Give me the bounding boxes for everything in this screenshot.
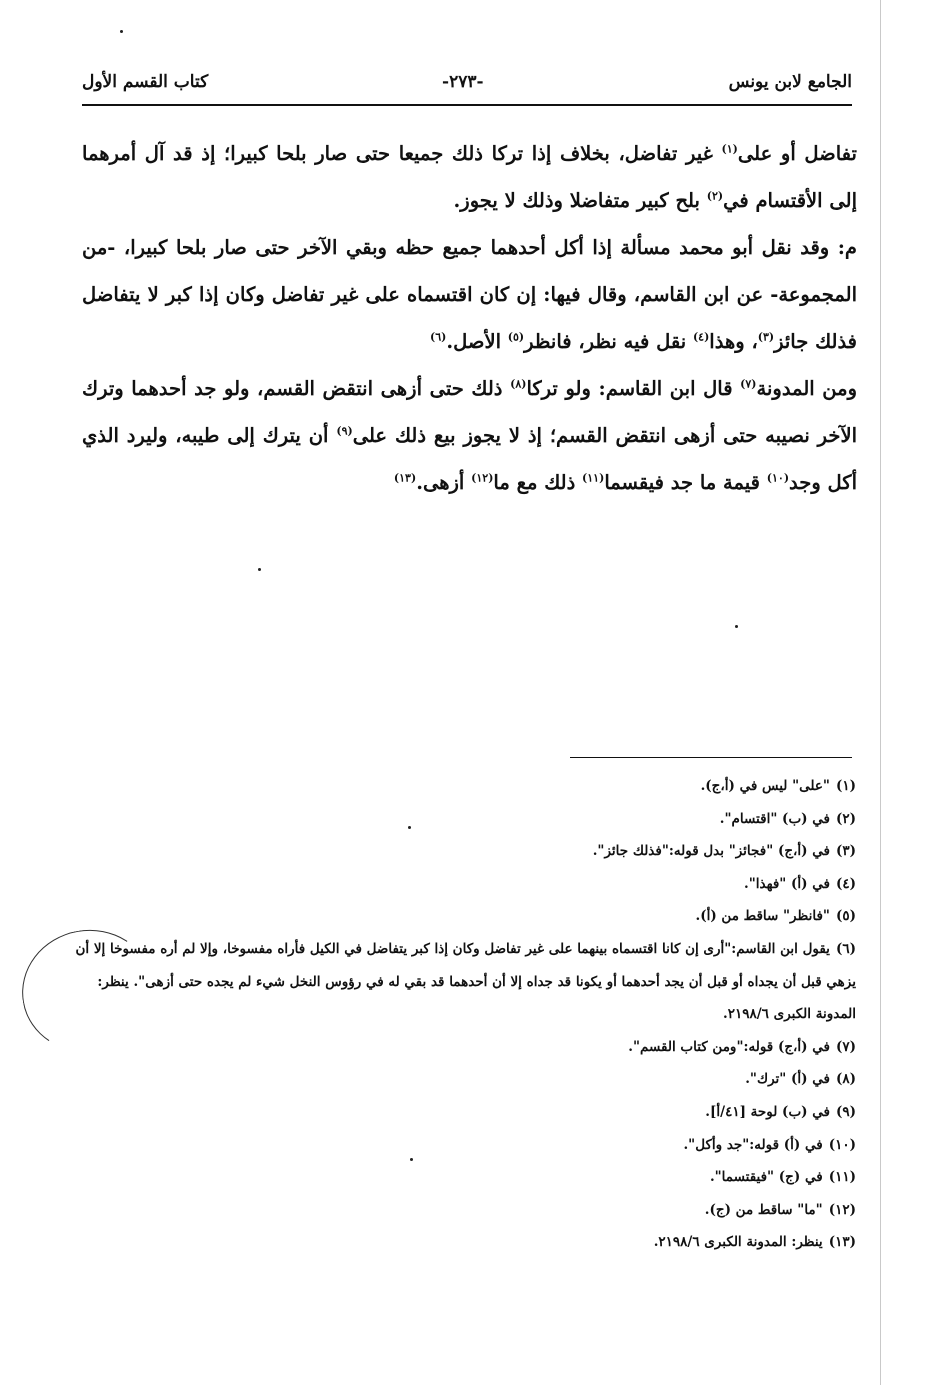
- paragraph-2: [82, 224, 857, 365]
- footnote-number: (٩): [835, 1103, 856, 1120]
- text-run: بلح كبير متفاضلا وذلك لا يجوز.: [453, 189, 707, 212]
- text-run: نقل فيه نظر، فانظر: [524, 330, 693, 353]
- footnote-item: [60, 1194, 856, 1227]
- footnote-text: في (أ،ج) قوله:"ومن كتاب القسم".: [628, 1038, 830, 1055]
- scan-speck: [408, 826, 411, 829]
- footnote-item: [60, 1129, 856, 1162]
- footnote-number: (١٠): [828, 1136, 856, 1153]
- footnote-text: في (أ،ج) "فجائز" بدل قوله:"فذلك جائز".: [592, 843, 830, 860]
- text-run: ومن المدونة: [756, 377, 857, 400]
- footnote-ref: (١٣): [393, 471, 417, 485]
- footnote-ref: (٦): [429, 330, 447, 344]
- footnote-text: "على" ليس في (أ،ج).: [700, 778, 830, 794]
- footnote-item: [60, 933, 856, 1031]
- footnote-item: [60, 770, 856, 803]
- footnote-ref: (٨): [510, 377, 527, 391]
- footnote-number: (١١): [828, 1169, 856, 1186]
- text-run: ذلك حتى أزهى انتقض القسم، ولو جد أحدهما وترك الآخر نصيبه حتى أزهى انتقض القسم؛ إذ لا يجوز بيع ذلك على: [82, 377, 857, 447]
- footnote-ref: (٤): [692, 330, 710, 344]
- footnote-text: في (أ) "ترك".: [745, 1071, 830, 1088]
- header-section-title: كتاب القسم الأول: [82, 72, 209, 92]
- footnote-text: "فانظر" ساقط من (أ).: [695, 908, 830, 925]
- text-run: الأصل.: [446, 330, 508, 353]
- footnote-item: [60, 1096, 856, 1129]
- text-run: أن يترك إلى طيبه، وليرد الذي أكل وجد: [82, 424, 857, 494]
- footnote-number: (٧): [835, 1038, 856, 1055]
- footnote-text: في (أ) قوله:"جد وأكل".: [683, 1136, 823, 1153]
- footnote-number: (١): [835, 778, 856, 794]
- text-run: تفاضل أو على: [737, 142, 857, 165]
- page-edge-line: [880, 0, 881, 1385]
- scan-speck: [258, 568, 261, 571]
- text-run: ذلك مع ما: [493, 471, 583, 494]
- footnote-text: في (ج) "فيقتسما".: [709, 1169, 823, 1186]
- page-number: -٢٧٣-: [442, 72, 484, 92]
- scan-speck: [120, 30, 123, 33]
- footnote-text: في (ب) لوحة [٤١/أ].: [705, 1103, 830, 1120]
- footnote-ref: (٧): [740, 377, 757, 391]
- paragraph-3: [82, 365, 857, 506]
- text-run: غير تفاضل، بخلاف إذا تركا ذلك جميعا حتى صار بلحا كبيرا؛ إذ قد آل أمرهما إلى الأقتسام في: [82, 142, 857, 212]
- footnote-item: [60, 1226, 856, 1259]
- footnote-item: [60, 803, 856, 836]
- footnote-number: (٢): [835, 810, 856, 827]
- footnote-number: (٣): [835, 843, 856, 860]
- footnote-text: في (ب) "اقتسام".: [719, 810, 830, 827]
- footnote-number: (٥): [835, 908, 856, 925]
- footnote-item: [60, 1031, 856, 1064]
- footnote-text: ينظر: المدونة الكبرى ٢١٩٨/٦.: [653, 1234, 823, 1251]
- footnote-ref: (١٠): [766, 471, 790, 485]
- footnote-ref: (١): [721, 142, 738, 156]
- running-header: [82, 68, 852, 106]
- scan-speck: [735, 625, 738, 628]
- footnote-text: في (أ) "فهذا".: [744, 875, 830, 892]
- footnote-number: (١٣): [828, 1234, 856, 1251]
- footnote-ref: (٩): [336, 424, 353, 438]
- text-run: م: وقد نقل أبو محمد مسألة إذا أكل أحدهما جميع حظه وبقي الآخر حتى صار بلحا كبيرا، -من المجموعة- عن ابن القاسم، وقال فيها: إن كان اقتسماه على غير تفاضل وكان إذا كبر لا يتفاضل فذلك جائز: [82, 236, 857, 353]
- text-run: ، وهذا: [709, 330, 758, 353]
- footnote-item: [60, 1161, 856, 1194]
- footnote-number: (٨): [835, 1071, 856, 1088]
- footnote-item: [60, 835, 856, 868]
- footnote-number: (٤): [835, 875, 856, 892]
- scan-speck: [410, 1158, 413, 1161]
- footnotes-list: [60, 770, 856, 1259]
- header-book-title: الجامع لابن يونس: [728, 72, 852, 92]
- footnote-ref: (٥): [507, 330, 525, 344]
- footnote-ref: (١١): [582, 471, 605, 485]
- text-run: أزهى.: [416, 471, 472, 494]
- footnote-number: (١٢): [828, 1201, 856, 1218]
- footnote-item: [60, 900, 856, 933]
- footnote-ref: (١٢): [471, 471, 494, 485]
- text-run: قال ابن القاسم: ولو تركا: [526, 377, 741, 400]
- paragraph-1: [82, 130, 857, 224]
- footnote-text: "ما" ساقط من (ج).: [704, 1201, 823, 1218]
- footnote-ref: (٣): [757, 330, 775, 344]
- footnote-text: يقول ابن القاسم:"أرى إن كانا اقتسماه بينهما على غير تفاضل وكان إذا كبر يتفاضل في الكيل فأراه مفسوخا، وإلا لم أره مفسوخا إلا أن يزهي قبل أن يجداه أو قبل أن يجد أحدهما أو يكونا قد جداه إلا أن أحدهما قد بقي له في رؤوس النخل شيء لم يجده حتى أزهى". ينظر: المدونة الكبرى ٢١٩٨/٦.: [75, 940, 856, 1023]
- footnote-separator: [570, 757, 852, 758]
- footnote-number: (٦): [835, 940, 856, 957]
- main-text: [82, 130, 857, 506]
- footnote-ref: (٢): [706, 189, 724, 203]
- text-run: قيمة ما جد فيقسما: [604, 471, 767, 494]
- footnote-item: [60, 1063, 856, 1096]
- footnote-item: [60, 868, 856, 901]
